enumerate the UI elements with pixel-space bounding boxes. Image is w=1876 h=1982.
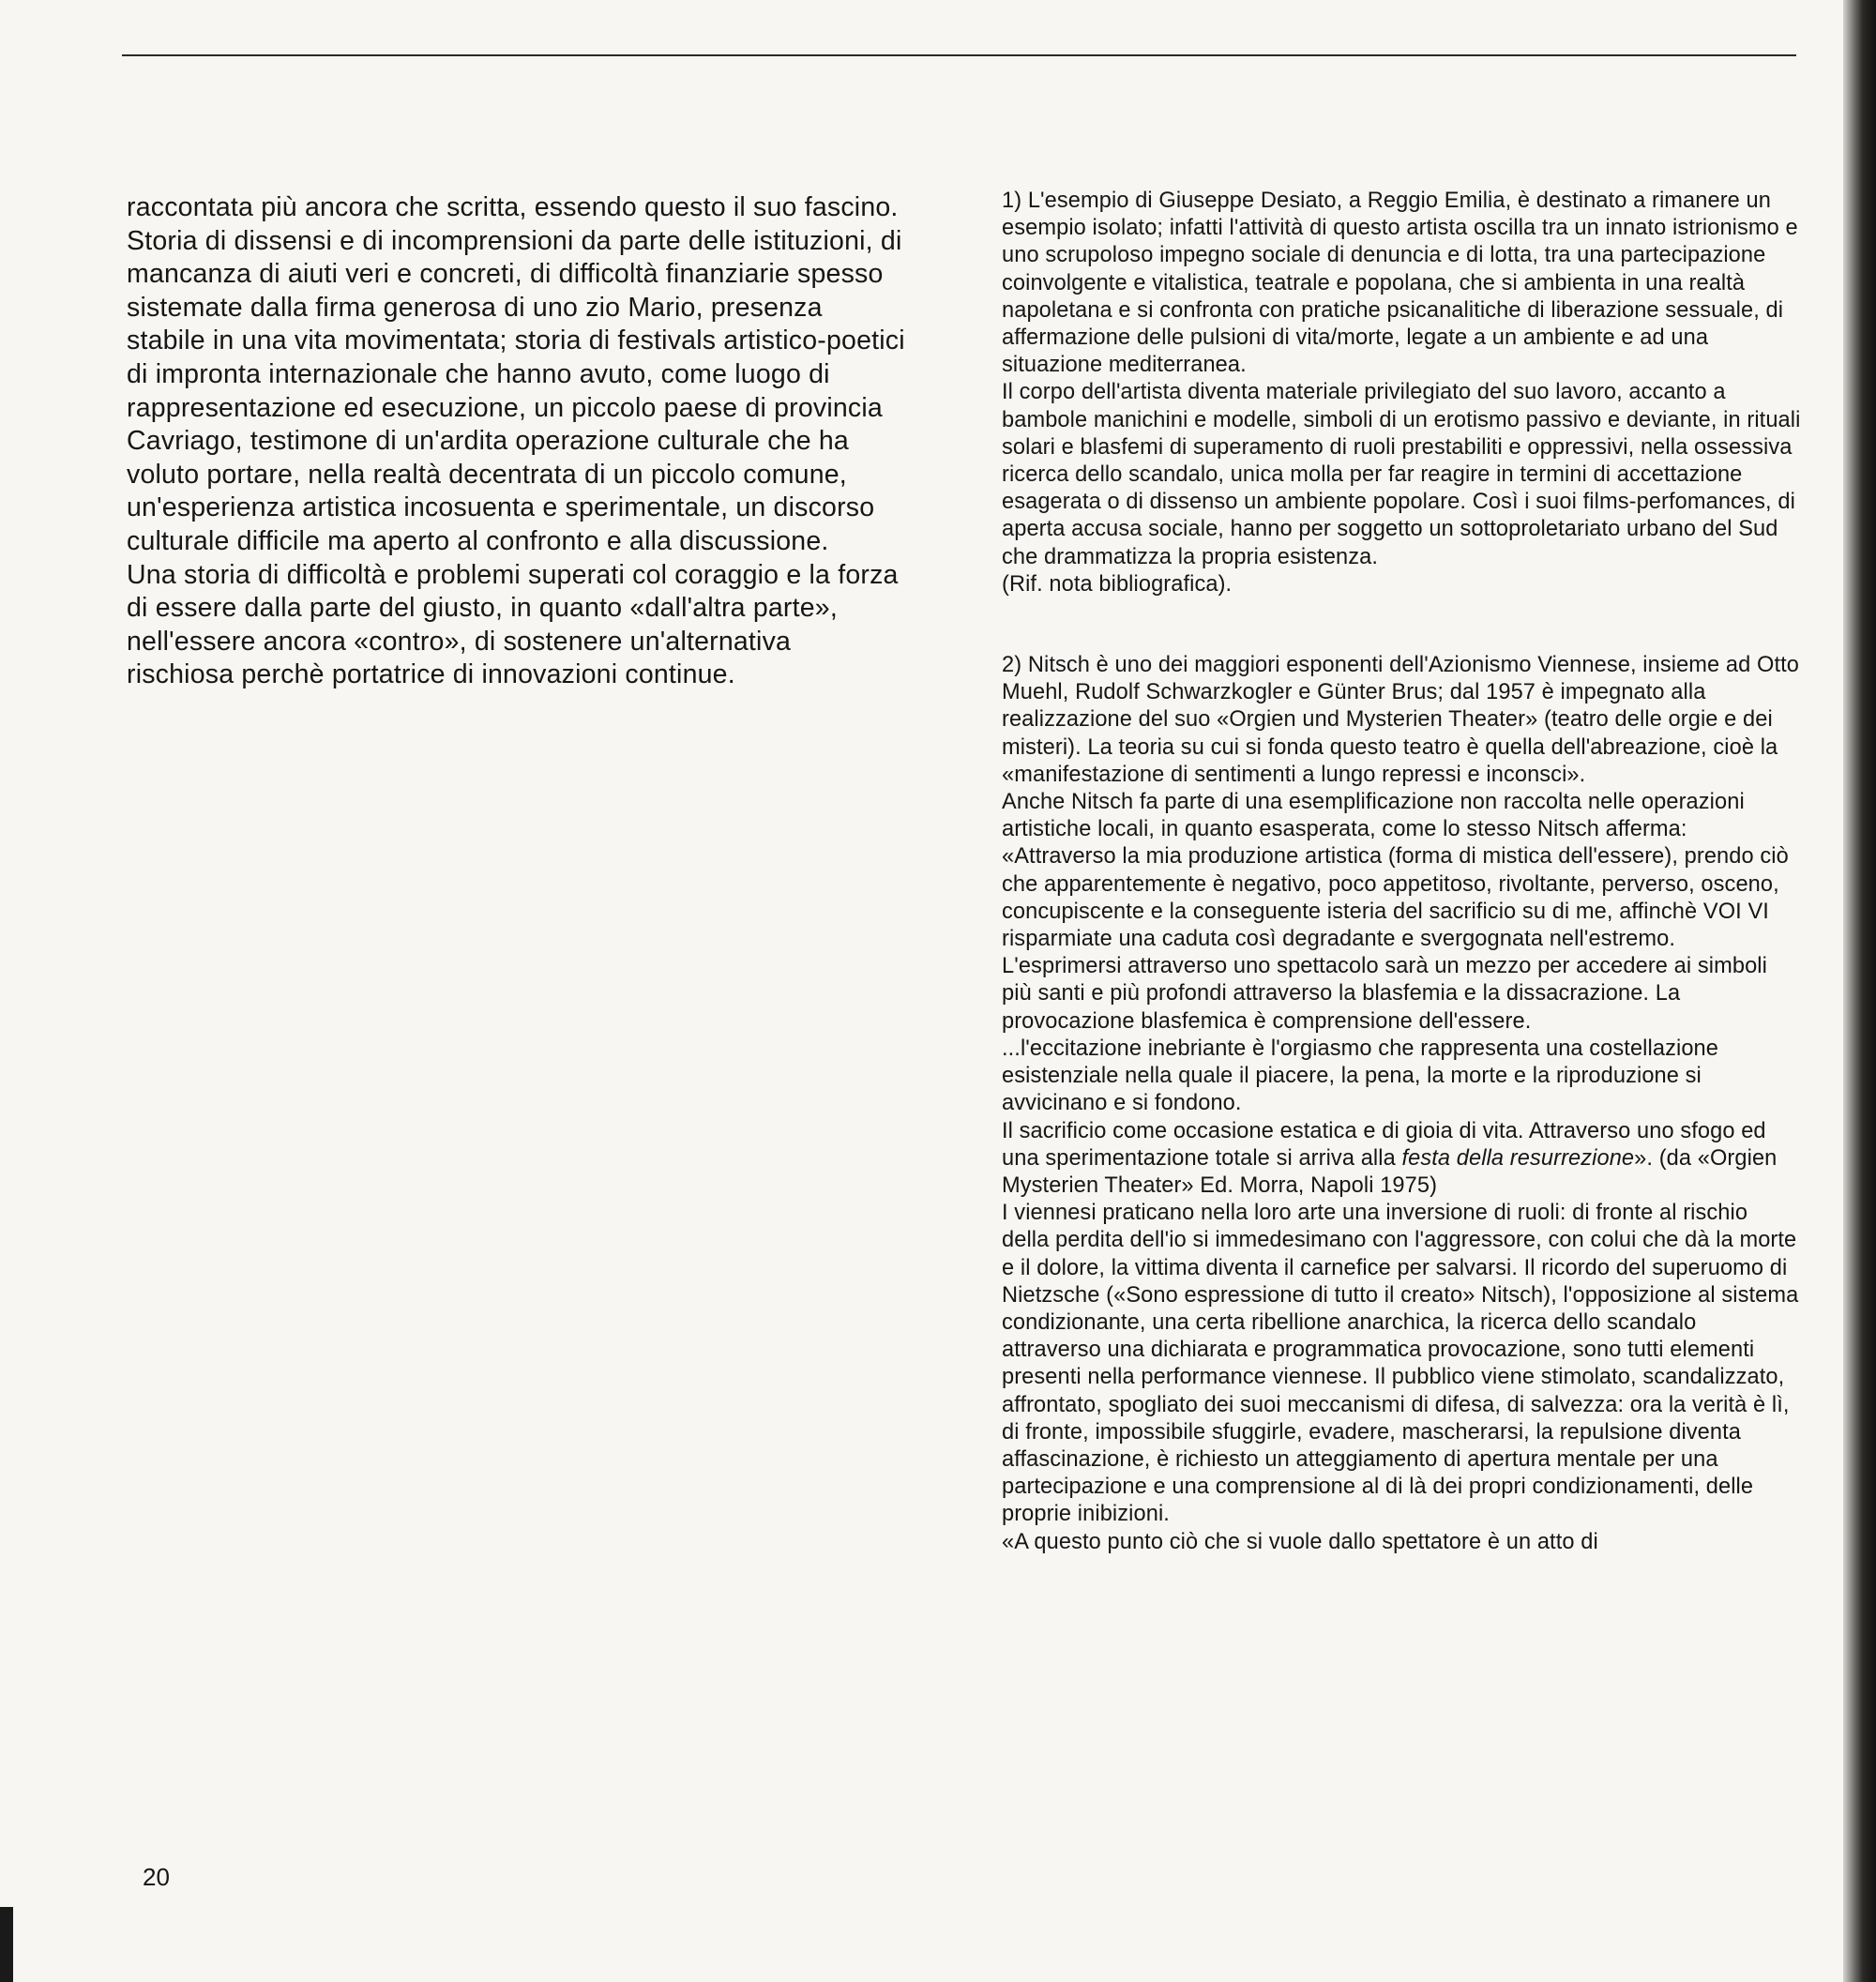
header-rule — [122, 54, 1796, 56]
note2-quote-4-end: ». (da «Orgien Mysterien Theater» Ed. Morra, Napoli 1975) — [1002, 1145, 1778, 1198]
note2-quote-2: L'esprimersi attraverso uno spettacolo sarà un mezzo per accedere ai simboli più santi e più profondi attraverso la blasfemia e la dissacrazione. La provocazione blasfemica è comprensione dell'essere. — [1002, 954, 1767, 1034]
note2-quote-5: «A questo punto ciò che si vuole dallo spettatore è un atto di — [1002, 1529, 1598, 1554]
note2-paragraph-1: 2) Nitsch è uno dei maggiori esponenti dell'Azionismo Viennese, insieme ad Otto Muehl, Rudolf Schwarzkogler e Günter Brus; dal 1957 è impegnato alla realizzazione del suo «Orgien und Mysterien Theater» (teatro delle orgie e dei misteri). La teoria su cui si fonda questo teatro è quella dell'abreazione, cioè la «manifestazione di sentimenti a lungo repressi e inconsci». — [1002, 653, 1800, 787]
note1-paragraph-2: Il corpo dell'artista diventa materiale privilegiato del suo lavoro, accanto a bambole manichini e modelle, simboli di un erotismo passivo e deviante, in rituali solari e blasfemi di superamento di ruoli prestabiliti e oppressivi, nella ossessiva ricerca dello scandalo, unica molla per far reagire in termini di accettazione esagerata o di dissenso un ambiente popolare. Così i suoi films-perfomances, di aperta accusa sociale, hanno per soggetto un sottoproletariato urbano del Sud che drammatizza la propria esistenza. — [1002, 380, 1801, 569]
main-paragraph-3: Una storia di difficoltà e problemi superati col coraggio e la forza di essere dalla parte del giusto, in quanto «dall'altra parte», nell'essere ancora «contro», di sostenere un'alternativa rischiosa perchè portatrice di innovazioni continue. — [127, 559, 899, 690]
note2-quote-3: ...l'eccitazione inebriante è l'orgiasmo che rappresenta una costellazione esistenziale nella quale il piacere, la pena, la morte e la riproduzione si avvicinano e si fondono. — [1002, 1036, 1718, 1116]
note2-quote-4-italic: festa della resurrezione — [1401, 1145, 1635, 1171]
page-number: 20 — [143, 1863, 170, 1891]
note2-quote-1: «Attraverso la mia produzione artistica (forma di mistica dell'essere), prendo ciò che apparentemente è negativo, poco appetitoso, rivoltante, perverso, osceno, concupiscente e la conseguente isteria del sacrificio su di me, affinchè VOI VI risparmiate una caduta così degradante e svergognata nell'estremo. — [1002, 844, 1789, 952]
note-separator — [1002, 598, 1801, 652]
note2-quote-4-start: Il sacrificio come occasione estatica e di gioia di vita. Attraverso uno sfogo ed una sperimentazione totale si arriva alla — [1002, 1118, 1766, 1171]
scan-corner-shadow — [0, 1907, 13, 1982]
main-text-column — [127, 191, 905, 692]
note1-reference: (Rif. nota bibliografica). — [1002, 571, 1233, 597]
main-paragraph-2: Storia di dissensi e di incomprensioni da parte delle istituzioni, di mancanza di aiuti veri e concreti, di difficoltà finanziarie spesso sistemate dalla firma generosa di uno zio Mario, presenza stabile in una vita movimentata; storia di festivals artistico-poetici di impronta internazionale che hanno avuto, come luogo di rappresentazione ed esecuzione, un piccolo paese di provincia Cavriago, testimone di un'ardita operazione culturale che ha voluto portare, nella realtà decentrata di un piccolo comune, un'esperienza artistica incosuenta e sperimentale, un discorso culturale difficile ma aperto al confronto e alla discussione. — [127, 225, 905, 556]
book-spine-shadow — [1843, 0, 1876, 1982]
note1-paragraph-1: 1) L'esempio di Giuseppe Desiato, a Reggio Emilia, è destinato a rimanere un esempio isolato; infatti l'attività di questo artista oscilla tra un innato istrionismo e uno scrupoloso impegno sociale di denuncia e di lotta, tra una partecipazione coinvolgente e vitalistica, teatrale e popolana, che si ambienta in una realtà napoletana e si confronta con pratiche psicanalitiche di liberazione sessuale, di affermazione delle pulsioni di vita/morte, legate a un ambiente e ad una situazione mediterranea. — [1002, 189, 1798, 378]
note2-paragraph-3: I viennesi praticano nella loro arte una inversione di ruoli: di fronte al rischio della perdita dell'io si immedesimano con l'aggressore, con colui che dà la morte e il dolore, la vittima diventa il carnefice per salvarsi. Il ricordo del superuomo di Nietzsche («Sono espressione di tutto il creato» Nitsch), l'opposizione al sistema condizionante, una certa ribellione anarchica, la ricerca dello scandalo attraverso una dichiarata e programmatica provocazione, sono tutti elementi presenti nella performance viennese. Il pubblico viene stimolato, scandalizzato, affrontato, spogliato dei suoi meccanismi di difesa, di salvezza: ora la verità è lì, di fronte, impossibile sfuggirle, evadere, mascherarsi, la repulsione diventa affascinazione, è richiesto un atteggiamento di apertura mentale per una partecipazione e una comprensione al di là dei propri condizionamenti, delle proprie inibizioni. — [1002, 1201, 1799, 1527]
footnotes-column — [1002, 188, 1801, 1556]
note2-paragraph-2: Anche Nitsch fa parte di una esemplificazione non raccolta nelle operazioni artistiche locali, in quanto esasperata, come lo stesso Nitsch afferma: — [1002, 790, 1745, 842]
note2-quote-4 — [1002, 1118, 1801, 1201]
main-paragraph-1: raccontata più ancora che scritta, essendo questo il suo fascino. — [127, 192, 899, 222]
